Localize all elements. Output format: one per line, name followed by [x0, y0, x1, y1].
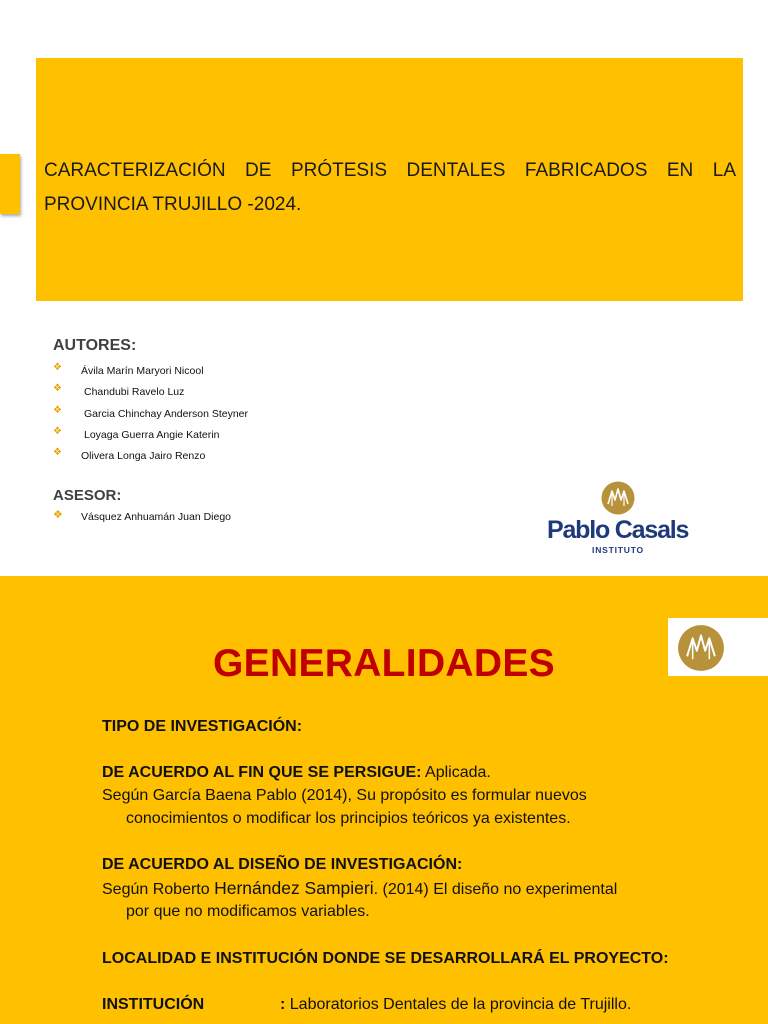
title-banner	[36, 58, 743, 301]
logo-subtitle: INSTITUTO	[592, 545, 644, 555]
design-label: DE ACUERDO AL DISEÑO DE INVESTIGACIÓN:	[102, 856, 463, 873]
diamond-bullet-icon: ❖	[53, 447, 62, 459]
slide-heading: GENERALIDADES	[213, 642, 555, 685]
design-prefix: Según Roberto	[102, 881, 215, 898]
diamond-bullet-icon: ❖	[53, 383, 62, 395]
author-name: Olivera Longa Jairo Renzo	[81, 450, 206, 463]
institution-separator: :	[280, 996, 286, 1013]
location-label: LOCALIDAD E INSTITUCIÓN DONDE SE DESARROLLARÁ EL PROYECTO:	[102, 950, 669, 967]
advisor-heading: ASESOR:	[53, 487, 122, 504]
design-author: Hernández Sampieri	[214, 878, 374, 898]
purpose-text-1: Según García Baena Pablo (2014), Su propósito es formular nuevos	[102, 787, 587, 804]
author-name: Garcia Chinchay Anderson Steyner	[84, 407, 249, 420]
design-suffix: . (2014) El diseño no experimental	[373, 881, 618, 898]
purpose-label: DE ACUERDO AL FIN QUE SE PERSIGUE:	[102, 764, 422, 781]
research-type-label: TIPO DE INVESTIGACIÓN:	[102, 718, 303, 735]
advisor-name: Vásquez Anhuamán Juan Diego	[81, 511, 232, 523]
location-line	[102, 947, 669, 970]
pablo-casals-logo	[540, 480, 700, 560]
purpose-text-2-content: conocimientos o modificar los principios teóricos ya existentes.	[126, 810, 571, 827]
logo-wordmark: Pablo Casals	[547, 516, 689, 544]
diamond-bullet-icon: ❖	[53, 509, 63, 521]
author-name: Chandubi Ravelo Luz	[84, 386, 185, 399]
purpose-line	[102, 761, 491, 784]
pablo-casals-emblem-icon	[600, 480, 636, 516]
institution-label: INSTITUCIÓN	[102, 996, 205, 1013]
side-accent-tab	[0, 154, 20, 214]
design-text-2-content: por que no modificamos variables.	[126, 903, 370, 920]
author-name: Ávila Marín Maryori Nicool	[81, 365, 204, 377]
slide-generalidades	[0, 576, 768, 1024]
design-line	[102, 853, 462, 876]
institution-line	[102, 993, 631, 1016]
research-type-line	[102, 715, 302, 738]
purpose-value: Aplicada.	[421, 764, 491, 781]
authors-heading: AUTORES:	[53, 337, 137, 354]
institution-value: Laboratorios Dentales de la provincia de Trujillo.	[285, 996, 632, 1013]
diamond-bullet-icon: ❖	[53, 425, 62, 437]
design-text-2	[102, 900, 370, 923]
author-name: Loyaga Guerra Angie Katerin	[84, 428, 220, 441]
diamond-bullet-icon: ❖	[53, 404, 62, 416]
purpose-text-2	[102, 807, 571, 830]
diamond-bullet-icon: ❖	[53, 362, 62, 373]
slide-title-text: CARACTERIZACIÓN DE PRÓTESIS DENTALES FABRICADOS EN LA PROVINCIA TRUJILLO -2024.	[44, 160, 736, 215]
design-text-1	[102, 877, 617, 901]
